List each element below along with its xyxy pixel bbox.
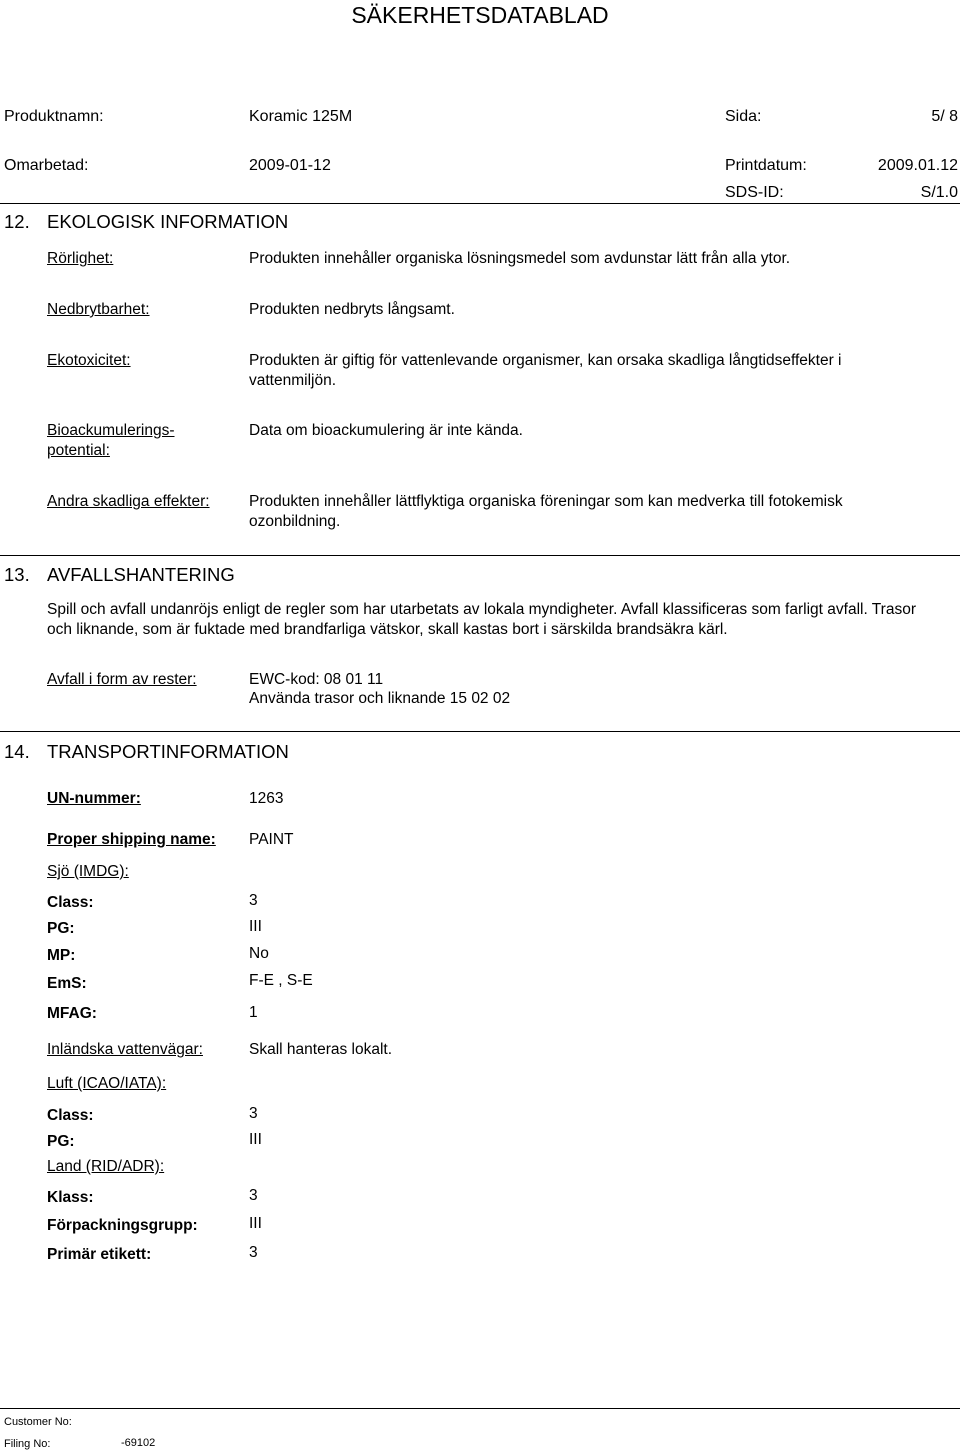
mfag-label: MFAG: xyxy=(47,1005,97,1022)
section-13-number: 13. xyxy=(4,564,30,585)
revised-label: Omarbetad: xyxy=(4,157,89,174)
bioaccumulation-label-line1: Bioackumulerings- xyxy=(47,422,175,439)
other-effects-label: Andra skadliga effekter: xyxy=(47,493,210,510)
document-title: SÄKERHETSDATABLAD xyxy=(351,2,609,28)
page-value: 5/ 8 xyxy=(931,108,958,125)
sea-class-value: 3 xyxy=(249,892,258,909)
mfag-value: 1 xyxy=(249,1004,258,1021)
degradability-label: Nedbrytbarhet: xyxy=(47,301,150,318)
mobility-text: Produkten innehåller organiska lösningsmedel som avdunstar lätt från alla ytor. xyxy=(249,250,791,267)
sds-id-value: S/1.0 xyxy=(920,184,958,201)
air-class-value: 3 xyxy=(249,1105,258,1122)
degradability-text: Produkten nedbryts långsamt. xyxy=(249,301,455,318)
inland-waterways-label: Inländska vattenvägar: xyxy=(47,1041,203,1058)
sea-pg-value: III xyxy=(249,918,262,935)
section-13-title: AVFALLSHANTERING xyxy=(47,564,235,585)
filing-no-value: -69102 xyxy=(121,1437,156,1449)
air-pg-value: III xyxy=(249,1131,262,1148)
sea-mp-value: No xyxy=(249,945,269,962)
section-14-number: 14. xyxy=(4,741,30,762)
other-effects-text: Produkten innehåller lättflyktiga organiska föreningar som kan medverka till fotokemisk ozonbildning. xyxy=(249,493,843,530)
section-14-title: TRANSPORTINFORMATION xyxy=(47,741,289,762)
ewc-code: EWC-kod: 08 01 11 xyxy=(249,671,384,688)
divider xyxy=(0,555,960,556)
bioaccumulation-label-line2: potential: xyxy=(47,442,110,459)
shipping-name-label: Proper shipping name: xyxy=(47,831,216,848)
footer-divider xyxy=(0,1408,960,1409)
ecotoxicity-label: Ekotoxicitet: xyxy=(47,352,131,369)
primary-label-value: 3 xyxy=(249,1244,258,1261)
sea-ems-label: EmS: xyxy=(47,975,87,992)
sea-class-label: Class: xyxy=(47,894,94,911)
air-label: Luft (ICAO/IATA): xyxy=(47,1075,167,1092)
land-label: Land (RID/ADR): xyxy=(47,1158,165,1175)
filing-no-label: Filing No: xyxy=(4,1438,51,1450)
section-12-title: EKOLOGISK INFORMATION xyxy=(47,211,289,232)
un-number-value: 1263 xyxy=(249,790,284,807)
print-date-label: Printdatum: xyxy=(725,157,807,174)
land-class-label: Klass: xyxy=(47,1189,94,1206)
divider xyxy=(0,731,960,732)
mobility-label: Rörlighet: xyxy=(47,250,114,267)
customer-no-label: Customer No: xyxy=(4,1416,72,1428)
page-label: Sida: xyxy=(725,108,762,125)
sea-ems-value: F-E , S-E xyxy=(249,972,313,989)
sds-id-label: SDS-ID: xyxy=(725,184,784,201)
product-name-value: Koramic 125M xyxy=(249,108,353,125)
ecotoxicity-text: Produkten är giftig för vattenlevande organismer, kan orsaka skadliga långtidseffekter i vattenmiljön. xyxy=(249,352,842,389)
section-12-number: 12. xyxy=(4,211,30,232)
air-class-label: Class: xyxy=(47,1107,94,1124)
land-class-value: 3 xyxy=(249,1187,258,1204)
product-name-label: Produktnamn: xyxy=(4,108,104,125)
waste-residue-label: Avfall i form av rester: xyxy=(47,671,197,688)
rags-code: Använda trasor och liknande 15 02 02 xyxy=(249,690,511,707)
packing-group-label: Förpackningsgrupp: xyxy=(47,1217,198,1234)
divider xyxy=(0,203,960,204)
revised-value: 2009-01-12 xyxy=(249,157,331,174)
sea-imdg-label: Sjö (IMDG): xyxy=(47,863,129,880)
print-date-value: 2009.01.12 xyxy=(877,157,958,174)
sea-pg-label: PG: xyxy=(47,920,75,937)
primary-label-label: Primär etikett: xyxy=(47,1246,152,1263)
waste-paragraph: Spill och avfall undanröjs enligt de regler som har utarbetats av lokala myndigheter. Avfall klassificeras som farligt avfall. Trasor och liknande, som är fuktade med brandfarliga vätskor, skall kastas bort i särskilda brandsäkra kärl. xyxy=(47,601,916,638)
bioaccumulation-text: Data om bioackumulering är inte kända. xyxy=(249,422,523,439)
packing-group-value: III xyxy=(249,1215,262,1232)
inland-waterways-value: Skall hanteras lokalt. xyxy=(249,1041,393,1058)
sea-mp-label: MP: xyxy=(47,947,76,964)
un-number-label: UN-nummer: xyxy=(47,790,141,807)
shipping-name-value: PAINT xyxy=(249,831,294,848)
air-pg-label: PG: xyxy=(47,1133,75,1150)
